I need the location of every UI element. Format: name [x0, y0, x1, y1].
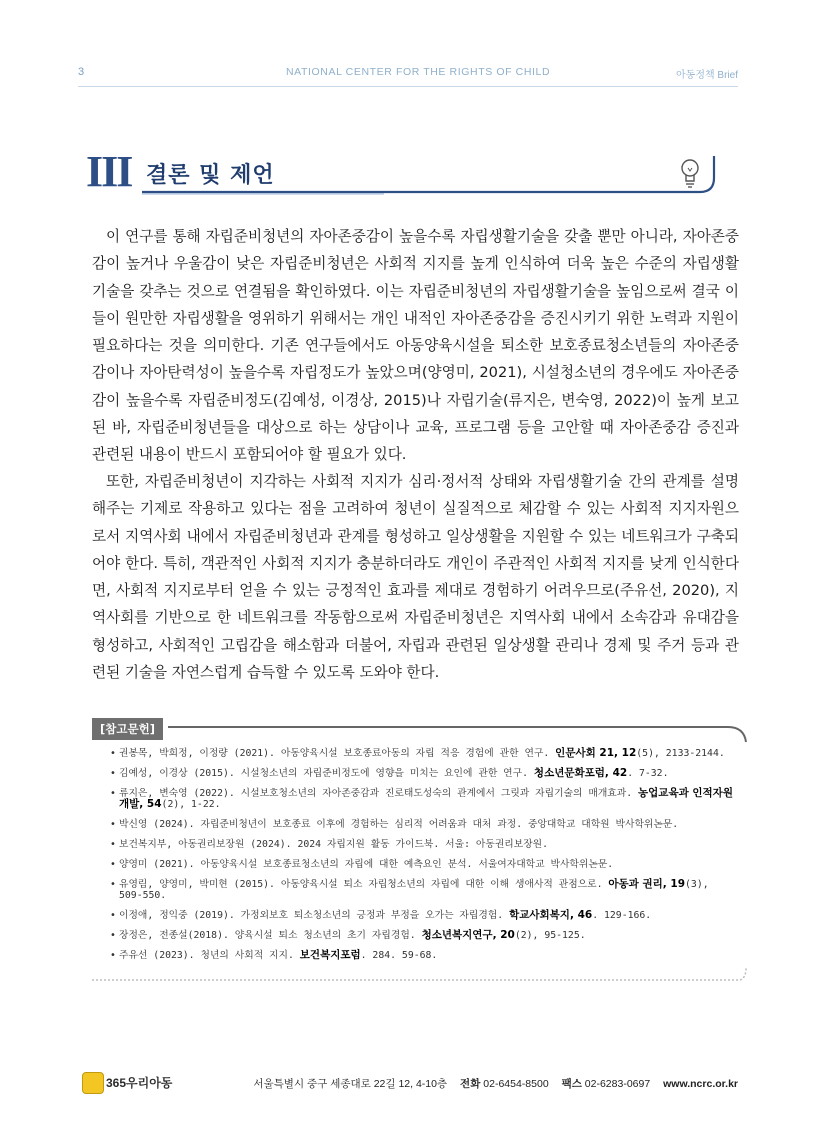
reference-item	[110, 788, 734, 810]
body-paragraph-1-text: 이 연구를 통해 자립준비청년의 자아존중감이 높을수록 자립생활기술을 갖출 뿐만 아니라, 자아존중감이 높거나 우울감이 낮은 자립준비청년은 사회적 지지를 높게 인식하여 더욱 높은 수준의 자립생활기술을 갖추는 것으로 연결됨을 확인하였다. 이는 자립준비청년의 자립생활기술을 높임으로써 결국 이들이 원만한 자립생활을 영위하기 위해서는 개인 내적인 자아존중감을 증진시키기 위한 노력과 지원이 필요하다는 것을 의미한다. 기존 연구들에서도 아동양육시설을 퇴소한 보호종료청소년들의 자아존중감이나 자아탄력성이 높을수록 자립정도가 높았으며(양영미, 2021), 시설청소년의 경우에도 자아존중감이 높을수록 자립준비정도(김예성, 이경상, 2015)나 자립기술(류지은, 변숙영, 2022)이 높게 보고된 바, 자립준비청년들을 대상으로 하는 상담이나 교육, 프로그램 등을 고안할 때 자아존중감 증진과 관련된 내용이 반드시 포함되어야 할 필요가 있다.	[92, 228, 739, 464]
reference-item	[110, 859, 734, 870]
address: 서울특별시 중구 세종대로 22길 12, 4-10층	[253, 1078, 448, 1090]
lightbulb-icon	[678, 156, 702, 190]
page-footer	[0, 1068, 816, 1104]
reference-journal: 학교사회복지, 46	[509, 909, 593, 921]
logo-text: 365우리아동	[106, 1076, 173, 1090]
reference-pages: (3), 509-550.	[119, 879, 709, 901]
reference-item	[110, 768, 734, 779]
body-paragraph-2-text: 또한, 자립준비청년이 지각하는 사회적 지지가 심리·정서적 상태와 자립생활기술 간의 관계를 설명해주는 기제로 작용하고 있다는 점을 고려하여 청년이 실질적으로 체감할 수 있는 사회적 지지자원으로서 지역사회 내에서 자립준비청년과 관계를 형성하고 일상생활을 지원할 수 있는 네트워크가 구축되어야 한다. 특히, 객관적인 사회적 지지가 충분하더라도 개인이 주관적인 사회적 지지를 낮게 인식한다면, 사회적 지지로부터 얻을 수 있는 긍정적인 효과를 제대로 경험하기 어려우므로(주유선, 2020), 지역사회를 기반으로 한 네트워크를 작동함으로써 자립준비청년은 지역사회 내에서 소속감과 유대감을 형성하고, 사회적인 고립감을 해소함과 더불어, 자립과 관련된 일상생활 관리나 경제 및 주거 등과 관련된 기술을 자연스럽게 습득할 수 있도록 도와야 한다.	[92, 473, 739, 682]
references-label: [참고문헌]	[92, 718, 163, 740]
reference-text: 박신영 (2024). 자립준비청년이 보호종료 이후에 경험하는 심리적 어려움과 대처 과정. 중앙대학교 대학원 박사학위논문.	[119, 819, 679, 830]
smile-icon	[82, 1072, 104, 1094]
organization-title: NATIONAL CENTER FOR THE RIGHTS OF CHILD	[286, 66, 551, 78]
contact-info	[253, 1076, 738, 1091]
reference-item	[110, 748, 734, 759]
reference-text: 류지은, 변숙영 (2022). 시설보호청소년의 자아존중감과 진로태도성숙의 관계에서 그릿과 자립기술의 매개효과.	[119, 788, 639, 799]
website[interactable]: www.ncrc.or.kr	[663, 1078, 738, 1090]
reference-item	[110, 950, 734, 961]
reference-text: 이정애, 정익중 (2019). 가정외보호 퇴소청소년의 긍정과 부정을 오가는 자립경험.	[119, 910, 510, 921]
reference-journal: 청소년문화포럼, 42	[533, 767, 628, 779]
reference-pages: (2), 1-22.	[161, 799, 221, 810]
publication-name: 아동정책 Brief	[676, 70, 738, 81]
reference-item	[110, 839, 734, 850]
reference-text: 김예성, 이경상 (2015). 시설청소년의 자립준비정도에 영향을 미치는 요인에 관한 연구.	[119, 768, 534, 779]
reference-journal: 인문사회 21, 12	[555, 747, 637, 759]
reference-text: 보건복지부, 아동권리보장원 (2024). 2024 자립지원 활동 가이드북. 서울: 아동권리보장원.	[119, 839, 549, 850]
fax-label: 팩스	[561, 1078, 582, 1090]
reference-pages: . 7-32.	[627, 768, 669, 779]
header-divider	[78, 86, 738, 87]
reference-journal: 청소년복지연구, 20	[421, 929, 515, 941]
references-list	[110, 748, 734, 970]
reference-item	[110, 910, 734, 921]
phone-label: 전화	[460, 1078, 481, 1090]
page-number: 3	[78, 66, 85, 78]
reference-journal: 농업교육과 인적자원개발, 54	[119, 787, 733, 810]
body-paragraph-2	[92, 468, 739, 686]
reference-pages: (2), 95-125.	[514, 930, 586, 941]
section-title: 결론 및 제언	[146, 163, 275, 188]
references-box	[92, 718, 748, 990]
section-numeral: III	[86, 147, 132, 196]
reference-item	[110, 930, 734, 941]
reference-pages: . 129-166.	[592, 910, 652, 921]
reference-text: 주유선 (2023). 청년의 사회적 지지.	[119, 950, 300, 961]
reference-text: 장정은, 전종설(2018). 양육시설 퇴소 청소년의 초기 자립경험.	[119, 930, 422, 941]
page-header	[0, 66, 816, 82]
reference-pages: . 284. 59-68.	[360, 950, 438, 961]
reference-journal: 보건복지포럼	[299, 949, 361, 961]
reference-item	[110, 819, 734, 830]
phone: 02-6454-8500	[483, 1078, 549, 1090]
reference-text: 유영림, 양영미, 박미현 (2015). 아동양육시설 퇴소 자립청소년의 자립에 대한 이해 생애사적 관점으로.	[119, 879, 609, 890]
reference-text: 양영미 (2021). 아동양육시설 보호종료청소년의 자립에 대한 예측요인 분석. 서울여자대학교 박사학위논문.	[119, 859, 614, 870]
reference-item	[110, 879, 734, 901]
fax: 02-6283-0697	[584, 1078, 651, 1090]
section-heading	[84, 148, 724, 196]
body-paragraph-1	[92, 223, 739, 469]
reference-pages: (5), 2133-2144.	[636, 748, 725, 759]
reference-journal: 아동과 권리, 19	[608, 878, 686, 890]
reference-text: 권봉목, 박희정, 이정량 (2021). 아동양육시설 보호종료아동의 자립 적응 경험에 관한 연구.	[119, 748, 556, 759]
